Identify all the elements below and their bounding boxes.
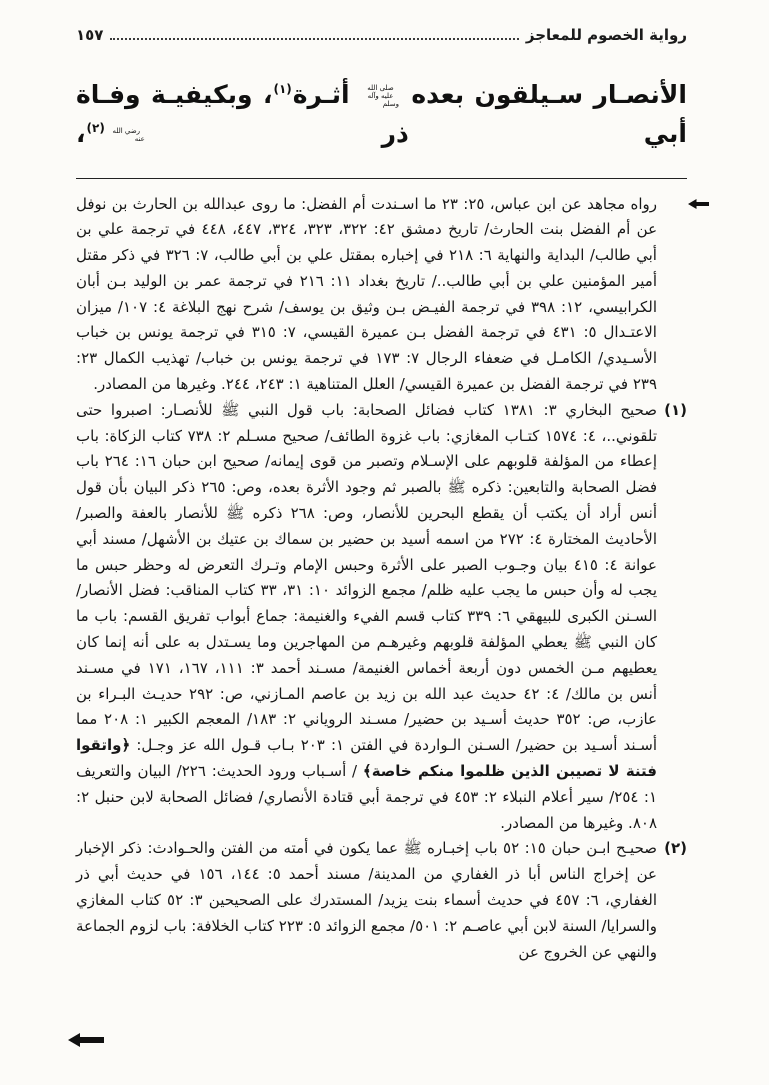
text-column xyxy=(76,26,687,965)
quran-verse: ﴿واتقوا فتنة لا تصيبن الذين ظلموا منكم خاصة﴾ xyxy=(76,736,657,781)
footnote-continuation-text: رواه مجاهد عن ابن عباس، ٢٥: ٢٣ ما اسـندت أم الفضل: ما روى عبدالله بن الحارث بن نوفل عن أم الفضل بنت الحارث/ تاريخ دمشق ٤٢: ٣٢٢، ٣٢٣، ٣٢٤، ٤٤٧، ٤٤٨ في ترجمة علي بن أبي طالب/ البداية والنهاية ٦: ٢١٨ في إخباره بمقتل علي بن أبي طالب، ٧: ٣٢٦ في ذكر مقتل أمير المؤمنين علي بن أبي طالب../ تاريخ بغداد ١١: ٢١٦ في ترجمة عمر بن الوليد بـن أبان الكرابيسي، ١٢: ٣٩٨ في ترجمة الفيـض بـن وثيق بن يوسف/ شرح نهج البلاغة ٤: ١٠٧/ ميزان الاعتـدال ٥: ٤٣١ في ترجمة الفضل بـن عميرة القيسي، ٧: ٣١٥ في ترجمة يونس بن خباب الأسـيدي/ الكامـل في ضعفاء الرجال ٧: ١٧٣ في ترجمة يونس بن خباب/ تهذيب الكمال ٢٣: ٢٣٩ في ترجمة الفضل بن عميرة القيسي/ العلل المتناهية ١: ٢٤٣، ٢٤٤. وغيرها من المصادر. xyxy=(76,194,658,394)
chapter-heading xyxy=(76,76,687,154)
footnote-separator-rule xyxy=(76,178,687,179)
footnote-2-text: صحيـح ابـن حبان ١٥: ٥٢ باب إخبـاره ﷺ عما يكون في أمته من الفتن والحـوادث: ذكر الإخبار عن إخراج الناس أبا ذر الغفاري من المدينة/ مسند أحمد ٥: ١٤٤، ١٥٦ في حديث أبي ذر الغفاري، ٦: ٤٥٧ في حديث أسماء بنت يزيد/ المستدرك على الصحيحين ٣: ٥٢ كتاب المغازي والسرايا/ السنة لابن أبي عاصـم ٢: ٥٠١/ مجمع الزوائد ٥: ٢٢٣ كتاب الخلافة: باب لزوم الجماعة والنهي عن الخروج عن xyxy=(76,839,658,961)
footnote-ref-1: (١) xyxy=(273,82,292,96)
footnote-2 xyxy=(76,836,687,965)
page-number: ١٥٧ xyxy=(76,26,104,44)
heading-text-1: الأنصـار سـيلقون بعده xyxy=(411,80,687,109)
honorific-seal-abudhar: رضي الله عنه xyxy=(112,126,145,143)
continued-next-page-arrow-icon xyxy=(68,1032,104,1048)
heading-text-2: أثـرة xyxy=(292,80,350,109)
footnote-continuation xyxy=(76,192,687,398)
honorific-seal-prophet: صلى الله عليه وآله وسلم xyxy=(367,83,399,109)
footnote-ref-2: (٢) xyxy=(86,120,105,135)
page-header xyxy=(76,26,687,44)
footnote-1-marker: (١) xyxy=(664,400,687,419)
footnote-2-marker: (٢) xyxy=(664,839,687,858)
footnote-1-text-cont: / أسـباب ورود الحديث: ٢٢٦/ البيان والتعريف ١: ٢٥٤/ سير أعلام النبلاء ٢: ٤٥٣ في ترجمة أبي قتادة الأنصاري/ فضائل الصحابة لابن حنبل ٢: ٨٠٨. وغيرها من المصادر. xyxy=(76,762,657,832)
heading-text-4: ، xyxy=(76,118,86,148)
heading-text-3: ، وبكيفيـة وفـاة أبي ذر xyxy=(76,80,687,148)
footnotes-section xyxy=(76,192,687,966)
running-title: رواية الخصوم للمعاجز xyxy=(525,26,687,44)
dotted-leader xyxy=(110,37,518,40)
footnote-1-text: صحيح البخاري ٣: ١٣٨١ كتاب فضائل الصحابة: باب قول النبي ﷺ للأنصـار: اصبروا حتى تلقوني..، ٤: ١٥٧٤ كتـاب المغازي: باب غزوة الطائف/ صحيح مسـلم ٢: ٧٣٨ كتاب الزكاة: باب إعطاء من المؤلفة قلوبهم على الإسـلام وتصبر من قوى إيمانه/ صحيح ابن حبان ١٦: ٢٦٤ باب فضل الصحابة والتابعين: ذكره ﷺ بالصبر ثم وجود الأثرة بعده، وص: ٢٦٥ ذكر البيان بأن قول أنس أراد أن يكتب أن يقطع البحرين للأنصار، وص: ٢٦٨ ذكره ﷺ للأنصار بالعفة والصبر/ الأحاديث المختارة ٤: ٢٧٢ من اسمه أسيد بن حضير بن سماك بن عتيك بن الأشهل/ مسند أبي عوانة ٤: ٤١٥ بيان وجـوب الصبر على الأثرة وحبس الإمام وتـرك التعرض له وحظر حبس ما يجب له وأن حبس ما يجب عليه ظلم/ مجمع الزوائد ١٠: ٣١، ٣٣ كتاب المناقب: فضل الأنصار/ السـنن الكبرى للبيهقي ٦: ٣٣٩ كتاب قسم الفيء والغنيمة: جماع أبواب تفريق القسم: باب ما كان النبي ﷺ يعطي المؤلفة قلوبهم وغيرهـم من المهاجرين وما يسـتدل به على أنه إنما كان يعطيهم مـن الخمس دون أربعة أخماس الغنيمة/ مسـند أحمد ٣: ١١١، ١٦٧، ١٧١ في مسـند أنس بن مالك/ ٤: ٤٢ حديث عبد الله بن زيد بن عاصم المـازني، ص: ٢٩٢ حديـث البـراء بن عازب، ص: ٣٥٢ حديث أسـيد بن حضير/ مسـند الروياني ٢: ١٨٣/ المعجم الكبير ١: ٢٠٨ مما أسـند أسـيد بن حضير/ السـنن الـواردة في الفتن ١: ٢٠٣ بـاب قـول الله عز وجـل: xyxy=(76,400,658,755)
footnote-1 xyxy=(76,398,687,837)
continuation-arrow-icon xyxy=(688,198,709,210)
